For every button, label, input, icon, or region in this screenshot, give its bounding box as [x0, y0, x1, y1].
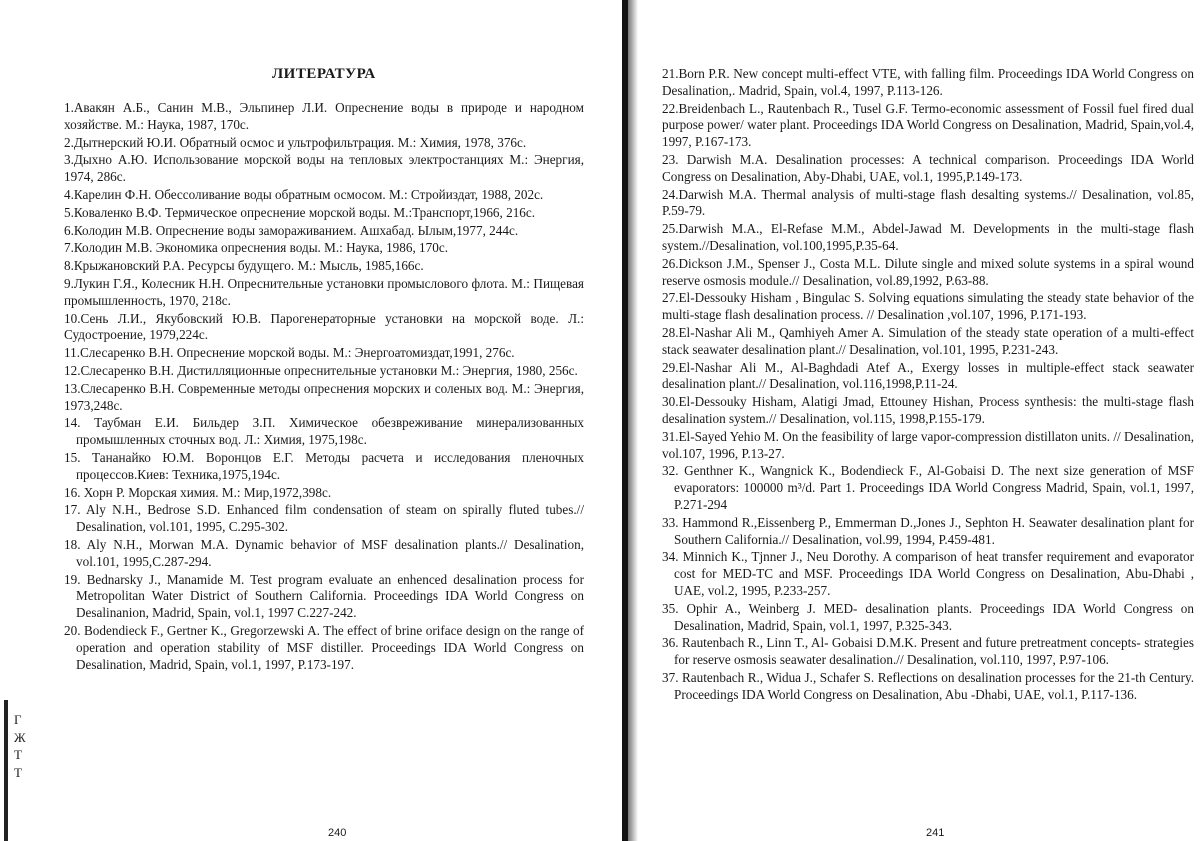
margin-letter: Т: [14, 765, 22, 780]
reference-item: 30.El-Dessouky Hisham, Alatigi Jmad, Ettouney Hishan, Process synthesis: the multi-stage flash desalination system.// Desalination, vol.115, 1998,P.155-179.: [662, 394, 1194, 426]
reference-item: 21.Born P.R. New concept multi-effect VTE, with falling film. Proceedings IDA World Congress on Desalination,. Madrid, Spain, vol.4, 1997, P.113-126.: [662, 66, 1194, 98]
reference-item: 22.Breidenbach L., Rautenbach R., Tusel G.F. Termo-economic assessment of Fossil fuel fired dual purpose power/ water plant. Proceedings IDA World Congress on Desalination, Madrid, Spain,vol.4, 1997, P.167-173.: [662, 100, 1194, 150]
margin-letter: Т: [14, 747, 22, 762]
reference-item: 4.Карелин Ф.Н. Обессоливание воды обратным осмосом. М.: Стройиздат, 1988, 202с.: [64, 186, 544, 202]
reference-item: 17. Aly N.H., Bedrose S.D. Enhanced film condensation of steam on spirally fluted tubes.// Desalination, vol.101, 1995, C.295-302.: [64, 502, 584, 535]
reference-item: 24.Darwish M.A. Thermal analysis of multi-stage flash desalting systems.// Desalination, vol.85, P.59-79.: [662, 186, 1194, 219]
gutter-shadow: [628, 0, 638, 841]
reference-item: 15. Тананайко Ю.М. Воронцов Е.Г. Методы расчета и исследования пленочных процессов.Киев: Техника,1975,194с.: [64, 449, 584, 482]
reference-item: 31.El-Sayed Yehio M. On the feasibility of large vapor-compression distillaton units. // Desalination, vol.107, 1996, P.13-27.: [662, 428, 1194, 461]
reference-item: 6.Колодин М.В. Опреснение воды замораживанием. Ашхабад. Ылым,1977, 244с.: [64, 222, 519, 238]
reference-item: 25.Darwish M.A., El-Refase M.M., Abdel-Jawad M. Developments in the multi-stage flash system.//Desalination, vol.100,1995,P.35-64.: [662, 221, 1194, 253]
reference-item: 13.Слесаренко В.Н. Современные методы опреснения морских и соленых вод. М.: Энергия, 1973,248с.: [64, 380, 584, 413]
reference-item: 8.Крыжановский Р.А. Ресурсы будущего. М.: Мысль, 1985,166с.: [64, 258, 424, 274]
reference-item: 9.Лукин Г.Я., Колесник Н.Н. Опреснительные установки промыслового флота. М.: Пищевая промышленность, 1970, 218с.: [64, 275, 584, 308]
binding-edge-mark: [4, 700, 8, 841]
margin-letter: Ж: [14, 730, 26, 745]
reference-item: 2.Дытнерский Ю.И. Обратный осмос и ультрофильтрация. М.: Химия, 1978, 376с.: [64, 134, 527, 150]
reference-item: 28.El-Nashar Ali M., Qamhiyeh Amer A. Simulation of the steady state operation of a multi-effect stack seawater desalination plant.// Desalination, vol.101, 1995, P.231-243.: [662, 324, 1194, 357]
reference-item: 26.Dickson J.M., Spenser J., Costa M.L. Dilute single and mixed solute systems in a spiral wound reserve osmosis module.// Desalination, vol.89,1992, P.63-88.: [662, 255, 1194, 288]
reference-item: 10.Сень Л.И., Якубовский Ю.В. Парогенераторные установки на морской воде. Л.: Судостроение, 1979,224с.: [64, 310, 584, 343]
page-title: ЛИТЕРАТУРА: [272, 66, 376, 82]
reference-item: 27.El-Dessouky Hisham , Bingulac S. Solving equations simulating the steady state behavior of the multi-stage flash desalination process. // Desalination ,vol.107, 1996, P.171-193.: [662, 290, 1194, 323]
reference-item: 29.El-Nashar Ali M., Al-Baghdadi Atef A., Exergy losses in multiple-effect stack seawater desalination plant.// Desalination, vol.116,1998,P.11-24.: [662, 359, 1194, 392]
page-number: 241: [926, 827, 945, 839]
reference-item: 35. Ophir A., Weinberg J. MED- desalination plants. Proceedings IDA World Congress on Desalination, Madrid, Spain, vol.1, 1997, P.325-343.: [662, 600, 1194, 633]
reference-item: 18. Aly N.H., Morwan M.A. Dynamic behavior of MSF desalination plants.// Desalination, vol.101, 1995,C.287-294.: [64, 536, 584, 569]
reference-item: 23. Darwish M.A. Desalination processes: A technical comparison. Proceedings IDA World Congress on Desalination, Aby-Dhabi, UAE, vol.1, 1995,P.149-173.: [662, 151, 1194, 184]
reference-list: [64, 100, 584, 674]
reference-item: 16. Хорн Р. Морская химия. М.: Мир,1972,398с.: [64, 484, 332, 500]
reference-item: 1.Авакян А.Б., Санин М.В., Эльпинер Л.И. Опреснение воды в природе и народном хозяйстве. М.: Наука, 1987, 170с.: [64, 100, 584, 132]
reference-item: 37. Rautenbach R., Widua J., Schafer S. Reflections on desalination processes for the 21-th Century. Proceedings IDA World Congress on Desalination, Abu -Dhabi, UAE, vol.1, P.117-136.: [662, 669, 1194, 702]
right-page: [638, 0, 1200, 841]
margin-letter: Г: [14, 712, 22, 727]
reference-item: 3.Дыхно А.Ю. Использование морской воды на тепловых электростанциях М.: Энергия, 1974, 286с.: [64, 152, 584, 185]
reference-list: [662, 66, 1194, 704]
reference-item: 33. Hammond R.,Eissenberg P., Emmerman D.,Jones J., Sephton H. Seawater desalination plant for Southern California.// Desalination, vol.99, 1994, P.459-481.: [662, 514, 1194, 547]
reference-item: 34. Minnich K., Tjnner J., Neu Dorothy. A comparison of heat transfer requirement and evaporator cost for MED-TC and MSF. Proceedings IDA World Congress on Desalination, Abu-Dhabi , UAE, vol.2, 1995, P.233-257.: [662, 549, 1194, 598]
reference-item: 32. Genthner K., Wangnick K., Bodendieck F., Al-Gobaisi D. The next size generation of MSF evaporators: 100000 m³/d. Part 1. Proceedings IDA World Congress Madrid, Spain, vol.1, 1997, P.271-294: [662, 463, 1194, 512]
reference-item: 36. Rautenbach R., Linn T., Al- Gobaisi D.M.K. Present and future pretreatment concepts- strategies for reserve osmosis seawater desalination.// Desalination, vol.110, 1997, P.97-106.: [662, 635, 1194, 668]
reference-item: 19. Bednarsky J., Manamide M. Test program evaluate an enhenced desalination process for Metropolitan Water District of Southern California. Proceedings IDA World Congress on Desalinanion, Madrid, Spain, vol.1, 1997 C.227-242.: [64, 571, 584, 621]
reference-item: 7.Колодин М.В. Экономика опреснения воды. М.: Наука, 1986, 170с.: [64, 240, 448, 256]
reference-item: 12.Слесаренко В.Н. Дистилляционные опреснительные установки М.: Энергия, 1980, 256с.: [64, 362, 578, 378]
reference-item: 11.Слесаренко В.Н. Опреснение морской воды. М.: Энергоатомиздат,1991, 276с.: [64, 345, 515, 361]
reference-item: 20. Bodendieck F., Gertner K., Gregorzewski A. The effect of brine oriface design on the range of operation and operation stability of MSF distiller. Proceedings IDA World Congress on Desalination, Madrid, Spain, vol.1, 1997, P.173-197.: [64, 622, 584, 672]
reference-item: 5.Коваленко В.Ф. Термическое опреснение морской воды. М.:Транспорт,1966, 216с.: [64, 204, 536, 220]
page-number: 240: [328, 827, 347, 839]
reference-item: 14. Таубман Е.И. Бильдер З.П. Химическое обезвреживание минерализованных промышленных сточных вод. Л.: Химия, 1975,198с.: [64, 415, 584, 448]
